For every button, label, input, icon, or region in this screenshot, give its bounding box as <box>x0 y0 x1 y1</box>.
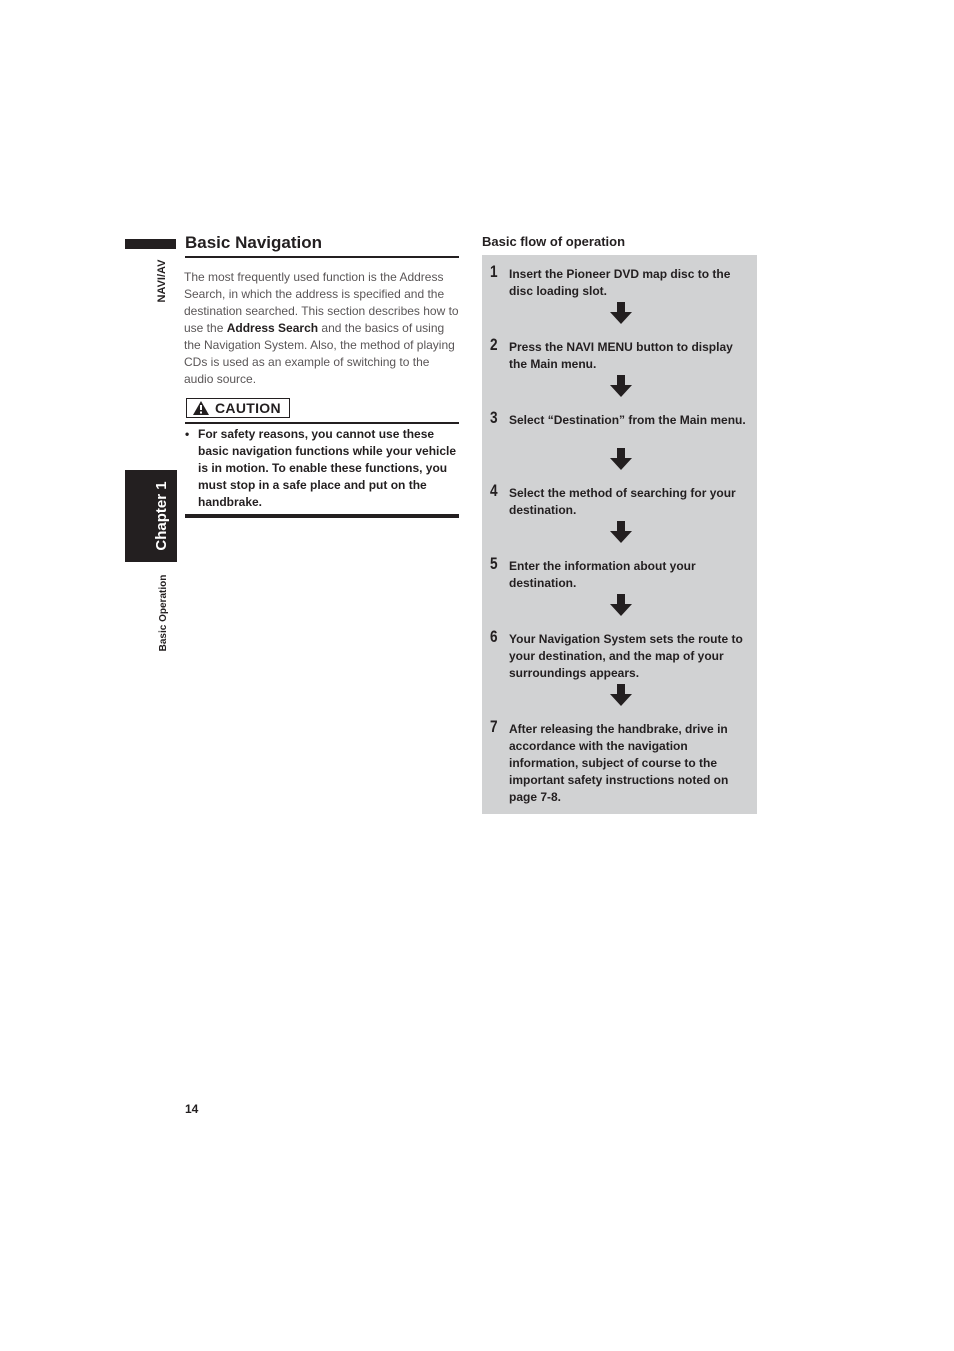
intro-text-part-2: and the basics of using the Navigation System. Also, the method of playing CDs is used as an example of switching to the audio source. <box>184 321 455 386</box>
caution-item: • For safety reasons, you cannot use these basic navigation functions while your vehicle is in motion. To enable these functions, you must stop in a safe place and put on the handbrake. <box>185 426 461 511</box>
page-number: 14 <box>185 1102 199 1116</box>
caution-label: CAUTION <box>215 400 281 416</box>
intro-text-bold: Address Search <box>226 321 319 335</box>
down-arrow-icon <box>610 375 632 397</box>
down-arrow-icon <box>610 594 632 616</box>
down-arrow-icon <box>610 448 632 470</box>
step-text: After releasing the handbrake, drive in accordance with the navigation information, subject of course to the important safety instructions noted on page 7-8. <box>509 722 729 804</box>
chapter-label: Chapter 1 <box>153 481 170 551</box>
sidebar-navi-av-label: NAVI/AV <box>156 259 168 303</box>
caution-rule-bottom <box>185 514 459 518</box>
step-text: Enter the information about your destination. <box>509 559 696 590</box>
down-arrow-icon <box>610 684 632 706</box>
step-number: 5 <box>490 554 498 573</box>
caution-list <box>185 426 461 511</box>
step-text: Your Navigation System sets the route to your destination, and the map of your surroundings appears. <box>509 632 743 680</box>
caution-box <box>186 398 290 418</box>
step-text: Select “Destination” from the Main menu. <box>509 413 746 427</box>
step-text: Insert the Pioneer DVD map disc to the disc loading slot. <box>509 267 731 298</box>
step-number: 3 <box>490 408 498 427</box>
warning-triangle-icon <box>193 401 209 415</box>
step-number: 1 <box>490 262 498 281</box>
caution-rule-top <box>185 422 459 424</box>
intro-text-part-1: The most frequently used function is the Address Search, in which the address is specified and the destination searched. This section describes how to use the <box>184 270 459 335</box>
down-arrow-icon <box>610 521 632 543</box>
step-number: 4 <box>490 481 498 500</box>
section-title: Basic Navigation <box>185 233 322 252</box>
down-arrow-icon <box>610 302 632 324</box>
step-text: Press the NAVI MENU button to display the Main menu. <box>509 340 733 371</box>
flow-title: Basic flow of operation <box>482 234 626 249</box>
step-number: 2 <box>490 335 498 354</box>
sidebar-section-label: Basic Operation <box>158 574 169 652</box>
step-number: 7 <box>490 717 498 736</box>
intro-paragraph <box>184 269 460 388</box>
step-text: Select the method of searching for your destination. <box>509 486 736 517</box>
step-number: 6 <box>490 627 498 646</box>
title-rule <box>185 256 459 258</box>
